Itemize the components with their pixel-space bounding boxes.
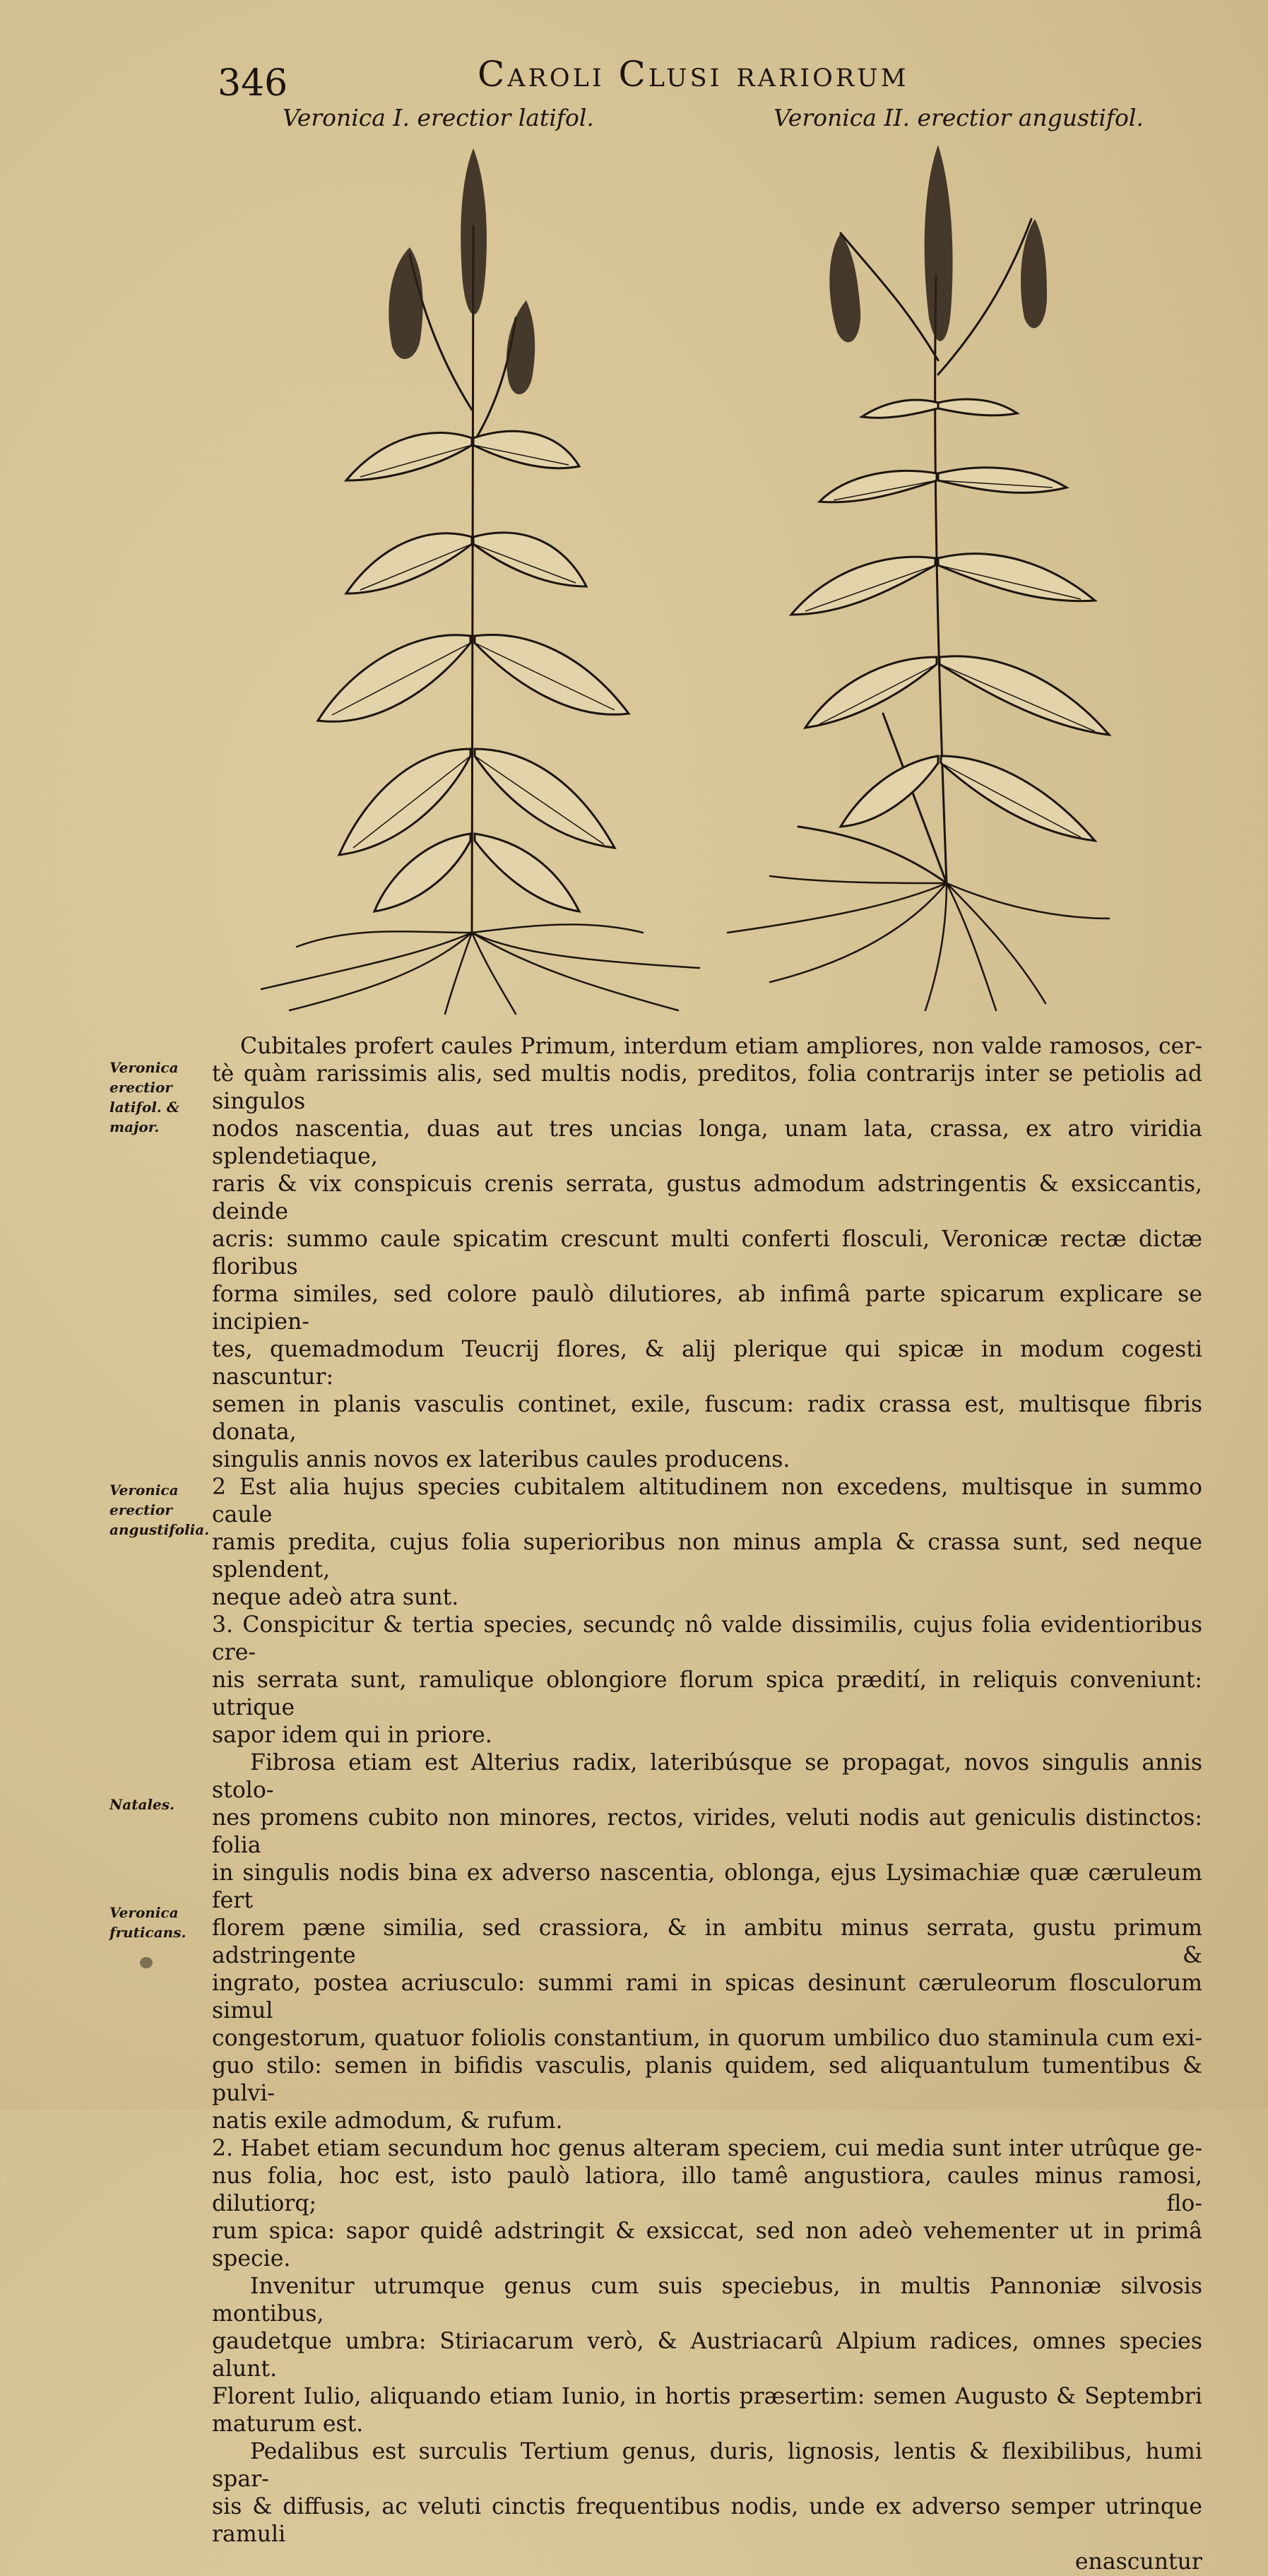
text-line: ingrato, postea acriusculo: summi rami in spicas desinunt cæruleorum flosculorum simul [212, 1971, 1202, 2023]
text-line: semen in planis vasculis continet, exile, fuscum: radix crassa est, multisque fibris donata, [212, 1392, 1202, 1445]
text-line: Invenitur utrumque genus cum suis speciebus, in multis Pannoniæ silvosis montibus, [212, 2274, 1202, 2327]
text-line: congestorum, quatuor foliolis constantium, in quorum umbilico duo staminula cum exi- [212, 2026, 1202, 2051]
text-line: nis serrata sunt, ramulique oblongiore florum spica prædití, in reliquis conveniunt: utrique [212, 1667, 1202, 1720]
text-line: Florent Iulio, aliquando etiam Iunio, in hortis præsertim: semen Augusto & Septembri [212, 2384, 1202, 2409]
body-text [212, 1033, 1202, 2576]
margin-note-angustifolia: Veronica erectior angustifolia. [109, 1482, 210, 1538]
text-line: acris: summo caule spicatim crescunt multi conferti flosculi, Veronicæ rectæ dictæ floribus [212, 1227, 1202, 1280]
margin-note-natales: Natales. [109, 1796, 174, 1813]
text-line: 3. Conspicitur & tertia species, secundç nô valde dissimilis, cujus folia evidentioribus cre- [212, 1612, 1202, 1665]
text-line: 2 Est alia hujus species cubitalem altitudinem non excedens, multisque in summo caule [212, 1475, 1202, 1528]
text-line: Cubitales profert caules Primum, interdum etiam ampliores, non valde ramosos, cer- [240, 1034, 1202, 1059]
text-line: in singulis nodis bina ex adverso nascentia, oblonga, ejus Lysimachiæ quæ cæruleum fert [212, 1860, 1202, 1913]
text-line: nodos nascentia, duas aut tres uncias longa, unam lata, crassa, ex atro viridia splendetiaque, [212, 1116, 1202, 1169]
text-line: maturum est. [212, 2411, 364, 2437]
page-number: 346 [218, 62, 288, 105]
text-line: guo stilo: semen in bifidis vasculis, planis quidem, sed aliquantulum tumentibus & pulvi- [212, 2053, 1202, 2106]
text-line: 2. Habet etiam secundum hoc genus alteram speciem, cui media sunt inter utrûque ge- [212, 2136, 1202, 2161]
text-line: Fibrosa etiam est Alterius radix, lateribúsque se propagat, novos singulis annis stolo- [212, 1750, 1202, 1803]
text-line: nes promens cubito non minores, rectos, virides, veluti nodis aut geniculis distinctos: folia [212, 1805, 1202, 1858]
text-line: rum spica: sapor quidê adstringit & exsiccat, sed non adeò vehementer ut in primâ specie. [212, 2218, 1202, 2271]
veronica-angustifolia-woodcut [713, 134, 1201, 1017]
text-line: tè quàm rarissimis alis, sed multis nodis, preditos, folia contrarijs inter se petiolis ad singulos [212, 1061, 1202, 1114]
left-figure-caption: Veronica I. erectior latifol. [283, 104, 594, 131]
running-title: Caroli Clusi rariorum [478, 54, 909, 95]
text-line: singulis annis novos ex lateribus caules producens. [212, 1447, 790, 1472]
text-line: sapor idem qui in priore. [212, 1723, 492, 1748]
text-line: florem pæne similia, sed crassiora, & in ambitu minus serrata, gustu primum adstringente & [212, 1915, 1202, 1968]
text-line: neque adeò atra sunt. [212, 1585, 459, 1610]
text-line: sis & diffusis, ac veluti cinctis frequentibus nodis, unde ex adverso semper utrinque ramuli [212, 2494, 1202, 2547]
margin-note-fruticans: Veronica fruticans. [109, 1904, 186, 1941]
text-line: gaudetque umbra: Stiriacarum verò, & Austriacarû Alpium radices, omnes species alunt. [212, 2329, 1202, 2382]
text-line: ramis predita, cujus folia superioribus non minus ampla & crassa sunt, sed neque splendent, [212, 1530, 1202, 1583]
margin-note-latifolia: Veronica erectior latifol. & major. [109, 1059, 179, 1135]
text-line: Pedalibus est surculis Tertium genus, duris, lignosis, lentis & flexibilibus, humi spar- [212, 2439, 1202, 2492]
text-line: nus folia, hoc est, isto paulò latiora, illo tamê angustiora, caules minus ramosi, dilutiorq; flo- [212, 2163, 1202, 2216]
ink-spot [140, 1957, 153, 1968]
text-line: forma similes, sed colore paulò dilutiores, ab infimâ parte spicarum explicare se incipien- [212, 1282, 1202, 1335]
text-line: raris & vix conspicuis crenis serrata, gustus admodum adstringentis & exsiccantis, deinde [212, 1171, 1202, 1224]
text-line: enascuntur [1074, 2549, 1202, 2575]
text-line: tes, quemadmodum Teucrij flores, & alij plerique qui spicæ in modum cogesti nascuntur: [212, 1337, 1202, 1390]
right-figure-caption: Veronica II. erectior angustifol. [774, 104, 1144, 131]
text-line: natis exile admodum, & rufum. [212, 2108, 563, 2134]
veronica-latifolia-woodcut [247, 141, 713, 1017]
